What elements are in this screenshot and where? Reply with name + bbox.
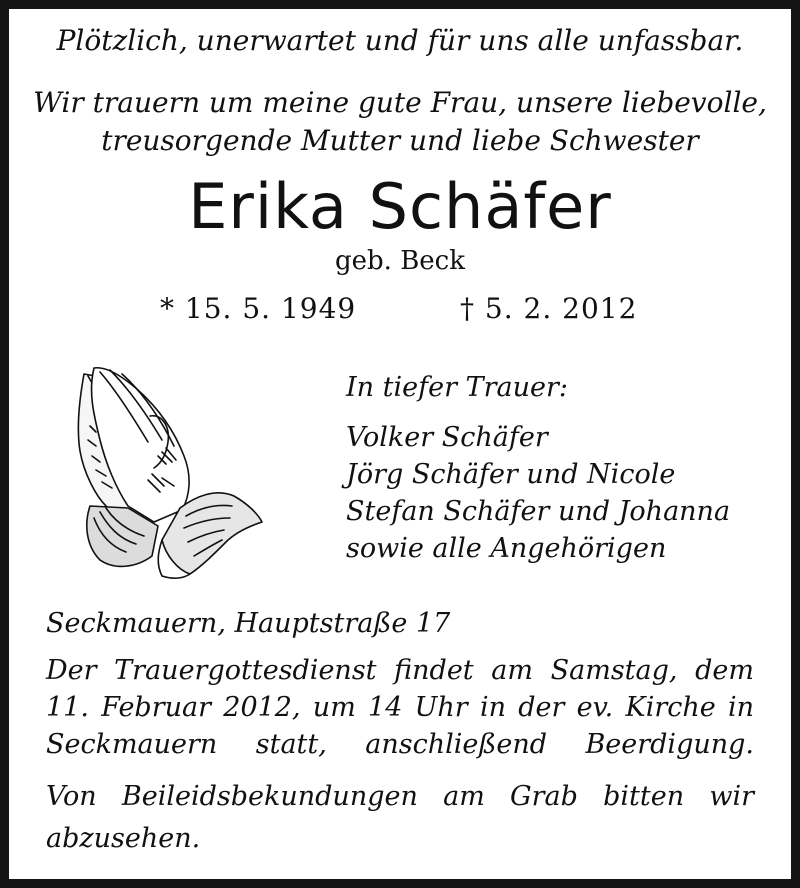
birth-date: * 15. 5. 1949 (160, 292, 357, 325)
mourners-block (346, 372, 730, 567)
closing-text (46, 776, 754, 860)
praying-hands-icon (66, 356, 272, 584)
mourners-heading: In tiefer Trauer: (346, 372, 568, 403)
service-line: Seckmauern statt, anschließend Beerdigung. (46, 729, 754, 760)
mourner-name: Jörg Schäfer und Nicole (346, 459, 676, 490)
service-info (46, 652, 754, 763)
service-line: Der Trauergottesdienst findet am Samstag, dem (46, 655, 754, 686)
service-line: 11. Februar 2012, um 14 Uhr in der ev. Kirche in (46, 692, 754, 723)
death-date: † 5. 2. 2012 (460, 292, 638, 325)
intro-line: Plötzlich, unerwartet und für uns alle unfassbar. (56, 24, 744, 57)
closing-line: Von Beileidsbekundungen am Grab bitten wir (46, 781, 754, 812)
maiden-name: geb. Beck (334, 246, 465, 276)
mourner-name: sowie alle Angehörigen (346, 533, 667, 564)
deceased-name: Erika Schäfer (188, 170, 612, 243)
mourning-text (0, 84, 800, 160)
mourner-name: Stefan Schäfer und Johanna (346, 496, 731, 527)
mourning-line: treusorgende Mutter und liebe Schwester (101, 124, 699, 157)
address-line: Seckmauern, Hauptstraße 17 (46, 608, 451, 639)
closing-line: abzusehen. (46, 823, 201, 854)
mourner-name: Volker Schäfer (346, 422, 548, 453)
mourning-line: Wir trauern um meine gute Frau, unsere liebevolle, (33, 86, 767, 119)
